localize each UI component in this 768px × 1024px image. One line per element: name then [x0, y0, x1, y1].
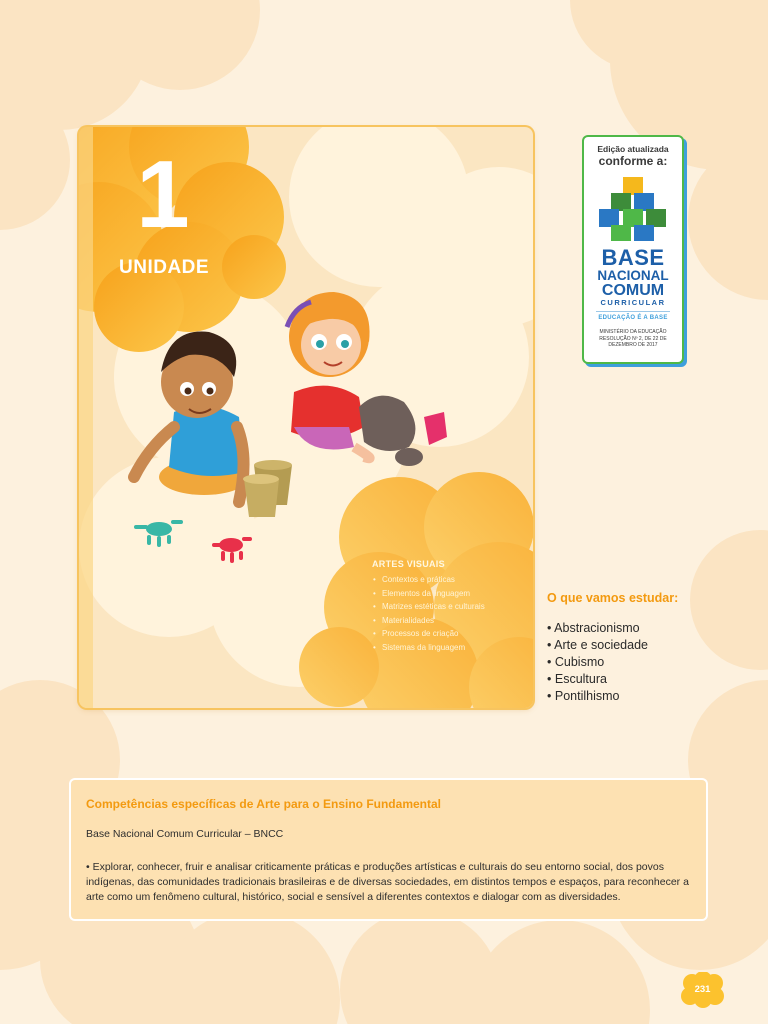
- competencias-text: • Explorar, conhecer, fruir e analisar criticamente práticas e produções artísticas e culturais do seu entorno social, dos povos indígenas, das comunidades tradicionais brasileiras e de diversas sociedades, em distintos tempos e espaços, para reconhecer a arte como um fenômeno cultural, histórico, social e sensível a diferentes contextos e dialogar com as diversidades.: [86, 861, 689, 903]
- badge-curricular-text: CURRICULAR: [600, 298, 666, 307]
- badge-divider: [596, 311, 670, 312]
- study-title: O que vamos estudar:: [547, 591, 679, 605]
- study-topics: [547, 591, 747, 705]
- stacked-cubes-icon: [596, 175, 670, 245]
- list-item: • Processos de criação: [372, 627, 522, 641]
- bncc-badge: [584, 137, 682, 362]
- badge-comum-text: COMUM: [601, 282, 665, 299]
- badge-conforme-text: conforme a:: [598, 154, 668, 168]
- badge-base-text: BASE: [601, 245, 665, 270]
- artes-visuais-box: [372, 559, 522, 654]
- page-number: 231: [694, 984, 711, 995]
- list-item: • Materialidades: [372, 614, 522, 628]
- badge-nacional-text: NACIONAL: [597, 268, 669, 283]
- unit-number: 1: [136, 141, 188, 248]
- list-item: • Elementos da linguagem: [372, 587, 522, 601]
- unit-label: UNIDADE: [119, 257, 210, 278]
- artes-visuais-list: [372, 573, 522, 654]
- list-item: • Sistemas da linguagem: [372, 641, 522, 655]
- list-item: • Escultura: [547, 671, 747, 688]
- competencias-title: Competências específicas de Arte para o Ensino Fundamental: [86, 797, 441, 811]
- badge-edition-text: Edição atualizada: [597, 144, 669, 154]
- page-number-badge: [680, 972, 725, 1008]
- study-list: [547, 620, 747, 705]
- list-item: • Pontilhismo: [547, 688, 747, 705]
- unit-opener-card: [79, 127, 533, 708]
- list-item: • Abstracionismo: [547, 620, 747, 637]
- list-item: • Arte e sociedade: [547, 637, 747, 654]
- badge-educacao-text: EDUCAÇÃO É A BASE: [598, 315, 668, 321]
- competencias-subtitle: Base Nacional Comum Curricular – BNCC: [86, 828, 284, 840]
- artes-visuais-title: ARTES VISUAIS: [372, 559, 445, 569]
- list-item: • Cubismo: [547, 654, 747, 671]
- competencias-box: [71, 780, 706, 919]
- badge-ministerio-text: MINISTÉRIO DA EDUCAÇÃO RESOLUÇÃO Nº 2, DE 22 DE DEZEMBRO DE 2017: [599, 329, 667, 348]
- list-item: • Matrizes estéticas e culturais: [372, 600, 522, 614]
- list-item: • Contextos e práticas: [372, 573, 522, 587]
